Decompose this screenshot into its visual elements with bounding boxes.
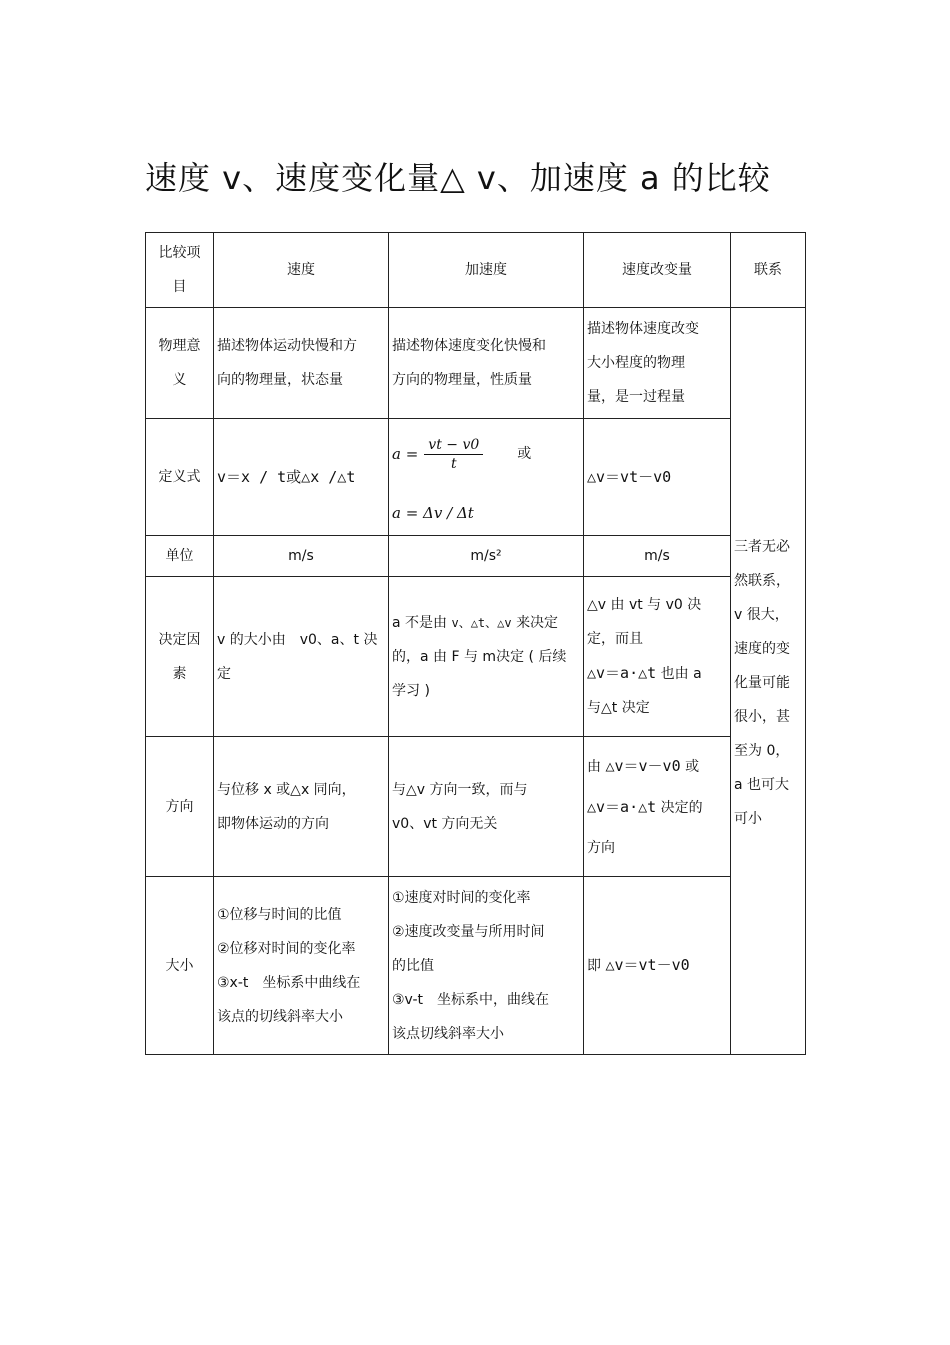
factor-acceleration: a 不是由 v、△t、△v 来决定 的，a 由 F 与 m决定 ( 后续 学习 ) xyxy=(389,577,584,737)
accel-fraction: $\frac{vt - v0}{t}$ xyxy=(424,436,483,473)
unit-acceleration: m/s² xyxy=(389,536,584,577)
header-relation: 联系 xyxy=(731,233,806,308)
definition-acceleration xyxy=(389,419,584,536)
page-title: 速度 v、速度变化量△ v、加速度 a 的比较 xyxy=(145,159,771,197)
factor-velocity: v 的大小由 v0、a、t 决 定 xyxy=(214,577,389,737)
row-magnitude xyxy=(146,877,806,1055)
header-velocity: 速度 xyxy=(214,233,389,308)
row-meaning xyxy=(146,308,806,419)
definition-delta-v: △v＝vt－v0 xyxy=(584,419,731,536)
meaning-acceleration: 描述物体速度变化快慢和 方向的物理量，性质量 xyxy=(389,308,584,419)
meaning-delta-v: 描述物体速度改变 大小程度的物理 量，是一过程量 xyxy=(584,308,731,419)
magnitude-acceleration: ①速度对时间的变化率 ②速度改变量与所用时间 的比值 ③v-t 坐标系中，曲线在 该点切线斜率大小 xyxy=(389,877,584,1055)
row-factor xyxy=(146,577,806,737)
direction-acceleration: 与△v 方向一致，而与 v0、vt 方向无关 xyxy=(389,737,584,877)
row-unit xyxy=(146,536,806,577)
comparison-table xyxy=(145,232,806,1055)
magnitude-velocity: ①位移与时间的比值 ②位移对时间的变化率 ③x-t 坐标系中曲线在 该点的切线斜率大小 xyxy=(214,877,389,1055)
row-definition xyxy=(146,419,806,536)
meaning-velocity: 描述物体运动快慢和方 向的物理量，状态量 xyxy=(214,308,389,419)
direction-velocity: 与位移 x 或△x 同向， 即物体运动的方向 xyxy=(214,737,389,877)
header-item: 比较项 目 xyxy=(146,233,214,308)
accel-ratio-formula: a = Δv / Δt xyxy=(392,504,474,522)
row-label-meaning: 物理意 义 xyxy=(146,308,214,419)
magnitude-delta-v: 即 △v＝vt－v0 xyxy=(584,877,731,1055)
direction-delta-v: 由 △v＝v－v0 或 △v＝a·△t 决定的 方向 xyxy=(584,737,731,877)
row-direction xyxy=(146,737,806,877)
factor-delta-v: △v 由 vt 与 v0 决 定，而且 △v＝a·△t 也由 a 与△t 决定 xyxy=(584,577,731,737)
relation-cell: 三者无必 然联系， v 很大， 速度的变 化量可能 很小，甚 至为 0， a 也可大 可小 xyxy=(731,308,806,1055)
row-label-factor: 决定因 素 xyxy=(146,577,214,737)
row-label-magnitude: 大小 xyxy=(146,877,214,1055)
definition-velocity: v＝x / t或△x /△t xyxy=(214,419,389,536)
accel-fraction-formula: a = $\frac{vt - v0}{t}$ 或 xyxy=(392,436,532,472)
unit-velocity: m/s xyxy=(214,536,389,577)
header-delta-v: 速度改变量 xyxy=(584,233,731,308)
row-label-direction: 方向 xyxy=(146,737,214,877)
header-acceleration: 加速度 xyxy=(389,233,584,308)
header-row xyxy=(146,233,806,308)
row-label-unit: 单位 xyxy=(146,536,214,577)
unit-delta-v: m/s xyxy=(584,536,731,577)
row-label-definition: 定义式 xyxy=(146,419,214,536)
